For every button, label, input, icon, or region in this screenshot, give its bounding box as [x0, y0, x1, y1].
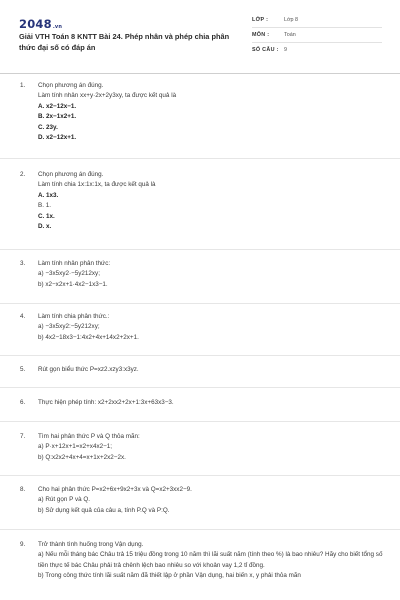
question-8 — [20, 485, 388, 516]
question-number: 2. — [20, 171, 26, 178]
question-number: 1. — [20, 82, 26, 89]
question-divider — [0, 387, 400, 388]
question-number: 5. — [20, 366, 26, 373]
question-number: 8. — [20, 486, 26, 493]
answer-option-a[interactable]: A. 1x3. — [38, 191, 59, 199]
meta-separator — [252, 42, 382, 43]
meta-subject-value: Toán — [284, 32, 296, 38]
meta-count-label: SỐ CÂU : — [252, 47, 279, 53]
question-number: 6. — [20, 399, 26, 406]
header-divider — [0, 73, 400, 74]
logo-suffix: .vn — [52, 24, 63, 30]
question-divider — [0, 355, 400, 356]
question-item-a: a) −3x5xy2·−5y212xy; — [38, 270, 100, 278]
question-3 — [20, 259, 388, 290]
question-item-b: b) x2−x2x+1·4x2−1x3−1. — [38, 280, 108, 288]
answer-option-c[interactable]: C. 23y. — [38, 123, 58, 131]
question-item-a: a) Nếu mỗi tháng bác Châu trả 15 triệu đồng trong 10 năm thì lãi suất năm (tính theo %) là bao nhiêu? Hãy cho biết tổng số tiền thực tế bác Châu phải trả chênh lệch bao nhiêu so với khoản vay 1,2 tỉ đồng. — [38, 551, 383, 569]
question-item-a: a) P·x+12x+1=x2+x4x2−1; — [38, 443, 113, 451]
question-item-b: b) Trong công thức tính lãi suất năm đã thiết lập ở phần Vận dụng, hai biến x, y phải thỏa mãn — [38, 572, 301, 580]
question-item-a: a) −3x5xy2:−5y212xy; — [38, 323, 100, 331]
question-prompt: Làm tính chia phân thức.: — [38, 313, 110, 320]
question-divider — [0, 475, 400, 476]
logo-text: 2048 — [19, 17, 52, 31]
answer-option-b[interactable]: B. 1. — [38, 202, 51, 210]
meta-class-label: LỚP : — [252, 17, 269, 23]
site-logo[interactable] — [19, 17, 62, 31]
question-6 — [20, 398, 388, 408]
meta-count-value: 9 — [284, 47, 287, 53]
meta-separator — [252, 27, 382, 28]
question-prompt: Làm tính nhân phân thức: — [38, 260, 111, 267]
question-number: 7. — [20, 433, 26, 440]
question-1 — [20, 81, 388, 143]
answer-option-a[interactable]: A. x2−12x−1. — [38, 102, 77, 110]
question-2 — [20, 170, 388, 232]
question-prompt: Chọn phương án đúng. — [38, 82, 104, 89]
question-prompt: Trở thành tình huống trong Vận dụng. — [38, 541, 144, 548]
question-prompt: Tìm hai phân thức P và Q thỏa mãn: — [38, 433, 140, 440]
question-divider — [0, 249, 400, 250]
question-divider — [0, 303, 400, 304]
question-7 — [20, 432, 388, 463]
question-item-a: a) Rút gọn P và Q. — [38, 496, 91, 504]
question-divider — [0, 421, 400, 422]
answer-option-b[interactable]: B. 2x−1x2+1. — [38, 113, 77, 121]
question-prompt: Thực hiện phép tính: x2+2xx2+2x+1:3x+63x3−3. — [38, 399, 174, 406]
meta-subject-label: MÔN : — [252, 32, 270, 38]
answer-option-c[interactable]: C. 1x. — [38, 212, 55, 220]
question-text: Làm tính chia 1x:1x:1x, ta được kết quả là — [38, 181, 156, 189]
question-item-b: b) Q:x2x2+4x+4=x+1x+2x2−2x. — [38, 453, 126, 461]
page-title: Giải VTH Toán 8 KNTT Bài 24. Phép nhân và phép chia phân thức đại số có đáp án — [19, 32, 230, 52]
question-text: Làm tính nhân xx+y·2x+2y3xy, ta được kết quả là — [38, 92, 177, 100]
question-divider — [0, 529, 400, 530]
question-item-b: b) Sử dụng kết quả của câu a, tính P.Q và P:Q. — [38, 506, 170, 514]
question-prompt: Rút gọn biểu thức P=xz2.xzy3:x3yz. — [38, 366, 139, 373]
question-number: 9. — [20, 541, 26, 548]
answer-option-d[interactable]: D. x. — [38, 223, 52, 231]
question-item-b: b) 4x2−18x3−1:4x2+4x+14x2+2x+1. — [38, 333, 139, 341]
question-9 — [20, 540, 388, 582]
question-divider — [0, 158, 400, 159]
question-5 — [20, 365, 388, 375]
question-prompt: Chọn phương án đúng. — [38, 171, 104, 178]
question-4 — [20, 312, 388, 343]
question-number: 4. — [20, 313, 26, 320]
answer-option-d[interactable]: D. x2−12x+1. — [38, 134, 77, 142]
meta-class-value: Lớp 8 — [284, 17, 299, 23]
question-number: 3. — [20, 260, 26, 267]
question-prompt: Cho hai phân thức P=x2+6x+9x2+3x và Q=x2+3xx2−9. — [38, 486, 192, 493]
